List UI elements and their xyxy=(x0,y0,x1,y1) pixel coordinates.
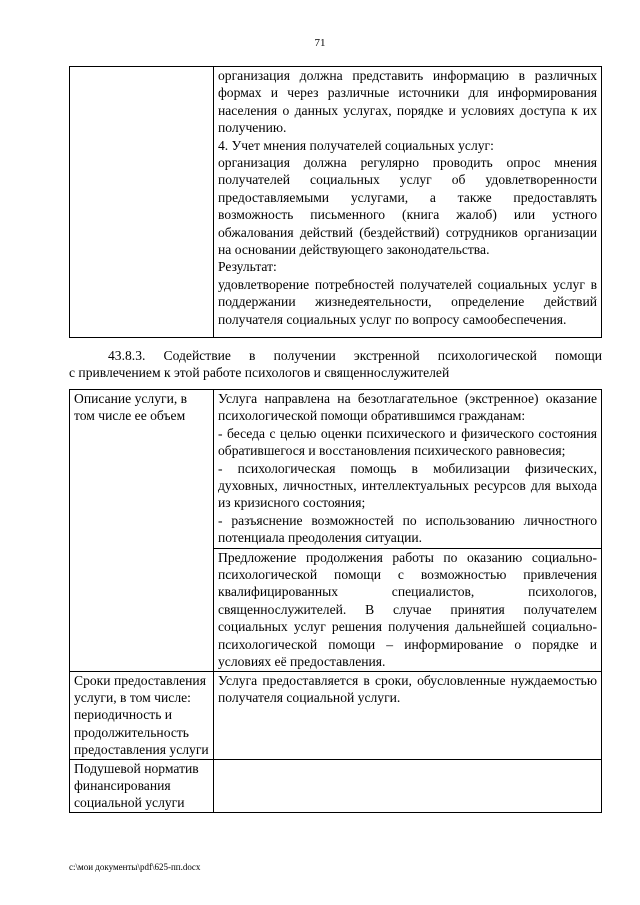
section-heading xyxy=(69,347,602,382)
paragraph: организация должна представить информацию в различных формах и через различные источники для информирования населения о данных услугах, порядке и условиях доступа к их получению. xyxy=(218,68,597,136)
table-row xyxy=(70,671,602,759)
paragraph: - разъяснение возможностей по использованию личностного потенциала преодоления ситуации. xyxy=(218,512,597,546)
paragraph: - психологическая помощь в мобилизации физических, духовных, личностных, интеллектуальных ресурсов для выхода из кризисного состояния; xyxy=(218,460,597,511)
paragraph: 4. Учет мнения получателей социальных услуг: xyxy=(218,137,494,153)
paragraph: Услуга направлена на безотлагательное (экстренное) оказание психологической помощи обратившимся гражданам: xyxy=(218,391,597,424)
row-content-financing xyxy=(214,759,602,812)
table-cell-content xyxy=(214,67,602,338)
row-content-description xyxy=(214,390,602,672)
section-heading-line1: 43.8.3. Содействие в получении экстренной психологической помощи xyxy=(108,348,602,363)
section-heading-line2: с привлечением к этой работе психологов и священнослужителей xyxy=(69,365,450,381)
table-cell-label xyxy=(70,67,214,338)
table-row xyxy=(70,67,602,338)
row-content-terms xyxy=(214,671,602,759)
table-row xyxy=(70,759,602,812)
service-table xyxy=(69,389,602,813)
row-label-terms: Сроки предоставления услуги, в том числе: периодичность и продолжительность предоставления услуги xyxy=(70,671,214,759)
paragraph: Услуга предоставляется в сроки, обусловленные нуждаемостью получателя социальной услуги. xyxy=(218,672,597,705)
paragraph: удовлетворение потребностей получателей социальных услуг в поддержании жизнедеятельности, определение действий получателя социальных услуг по вопросу самообеспечения. xyxy=(218,276,597,327)
footer-file-path: c:\мои документы\pdf\625-пп.docx xyxy=(69,862,201,872)
table-row xyxy=(70,390,602,672)
paragraph: - беседа с целью оценки психического и физического состояния обратившегося и восстановления психического равновесия; xyxy=(218,425,597,459)
paragraph: организация должна регулярно проводить опрос мнения получателей социальных услуг об удовлетворенности предоставляемыми услугами, а также предоставлять возможность письменного (книга жалоб) или устного обжалования действий (бездействий) сотрудников организации на основании действующего законодательства. xyxy=(218,155,597,258)
row-label-description: Описание услуги, в том числе ее объем xyxy=(70,390,214,672)
row-label-financing: Подушевой норматив финансирования социальной услуги xyxy=(70,759,214,812)
continuation-table xyxy=(69,66,602,338)
paragraph: Предложение продолжения работы по оказанию социально-психологической помощи с возможностью привлечения квалифицированных специалистов, психологов, священнослужителей. В случае принятия получателем социальных услуг решения получения дальнейшей социально-психологической помощи – информирование о порядке и условиях её предоставления. xyxy=(214,548,601,671)
page-number: 71 xyxy=(314,37,326,49)
paragraph: Результат: xyxy=(218,259,277,275)
